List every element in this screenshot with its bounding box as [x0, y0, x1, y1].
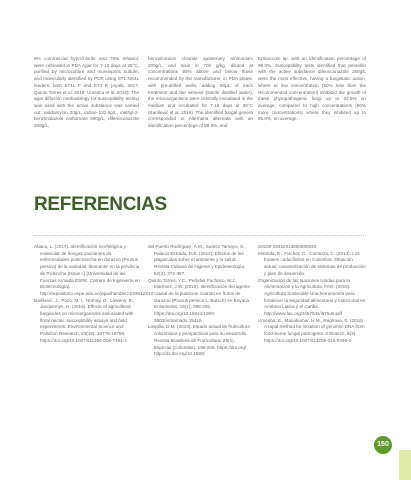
decorative-side-bar: [399, 450, 411, 480]
references-column-2: [148, 244, 252, 358]
reference-entry-continuation: S0100-29452013000500023: [258, 244, 317, 249]
reference-entry: Abaca, L. (2017). Identificación morfológica y molecular de hongos causantes de enfermedades postcosecha en durazno (Prunus persica) de la variedad 'diamante' en la provincia de Pichincha (Issue c) [Universidad de las Fuerzas Armada ESPE. Carrera de Ingeniería en Biotecnología]. http://repositorio.espe.edu.ec/jspui/handle/21000/12910: [34, 244, 154, 296]
body-paragraph: benzalconium chloride quaternary ammonium 200g/L, and nisin in 700 g/kg, diluted at concentrations 50% above and below those recommended by the manufacturer, in PDA plates, with pre-drilled wells, adding 80µL of each treatment and the witness (sterile distilled water), the microorganisms were centrally inoculated in the medium and incubated for 7-15 days at 20°C (Barišević et al. 2016). The identified fungal genera corresponded to Alternaria alternata with an identification percentage of 99.5%, and: [148, 56, 253, 129]
reference-entry: Barišević, J., Pozo, M. I., Hornay, O., Lievens, B., Jacquemyn, H. (2016). Effects of agricultural fungicides on microorganisms associated with floral nectar: susceptibility assays and field experiments. Environmental Science and Pollution Research, 23(19), 19776-19786. https://doi.org/10.1007/s11356-016-7181-4: [34, 297, 135, 343]
reference-entry: Organización de las Naciones Unidas para la Alimentación y la Agricultura, FAO. (2016). Agricultura Sostenible Una herramienta para fortalecer la seguridad alimentaria y nutricional en América Latina y el Caribe. http://www.fao.org/3/i5754s/i5754s.pdf: [258, 277, 366, 317]
reference-entry: Umesha, S., Manukumar, H.M., Raghava, S. (2016). A rapid method for isolation of genomic DNA from food-borne fungal pathogens. 3 Biotech, 6(2). https://doi.org/10.1007/s13205-016-0436-4: [258, 317, 365, 343]
body-paragraph: Epicoccum sp. with an identification percentage of 99.0%. Susceptibility tests identified that penicillin with the active substance difenoconazole 250g/L were the most effective, having a fungistatic action, where at low concentration (50% less than the recommended concentration) inhibited the growth of these phytopathogenic fungi up to 62.5% on average, compared to high concentrations (50% more concentrations) where they inhibited up to 65.0%, on average.: [258, 56, 366, 122]
reference-entry: Quinto Torres, Y.C., Peñafiel Pacheco, M.J., Martínez, J.W. (2019). Identificación del agente causal de la pudrición cuando en frutos de durazno (Prunus persica L. Batsch) en Boyacá. Ensamento, 15(1), 298-305. https://doi.org/10.18041/1900-3803/entramado.15418: [148, 277, 251, 323]
body-text-column-2: [148, 56, 253, 130]
references-heading: REFERENCIAS: [34, 194, 167, 215]
references-column-3: [258, 244, 366, 345]
body-text-column-1: [34, 56, 139, 130]
heading-divider: [34, 235, 366, 236]
page-number-badge: 150: [374, 436, 392, 454]
reference-entry: del Puerto Rodríguez, A.M., Suárez Tamayo, S., Palacio Estrada, D.E. (2014). Efectos de los plaguicidas sobre el ambiente y la salud. Revista Cubana de Higiene y Epidemiología, 52(3), 372-387.: [148, 244, 246, 276]
reference-entry: Miranda, D., Fischer, G., Carranza, C. (2013). Los frutales caducifolios en Colombia: Situación actual, caracterización de sistemas de producción y plan de desarrollo.: [258, 250, 366, 276]
body-paragraph: 5% commercial hypochlorite and 70% ethanol, were cultivated in PDA Agar for 7-10 days at 28°C, purified by microculture and monosporic culture, and molecularly identified by PCR using ST1 NS4L leaders, both ST1L F and ST4 R (Ayala, 2017; Quinto Torres et al. 2019; Umesha et al. 2016). The agar diffusion methodology for susceptibility testing was used with the active substance was carried out: validamycin 30g/L, iodine 132.6g/L, methyl-2-benzimidazole carbamate 500g/L, difenoconazole 250g/L,: [34, 56, 139, 129]
reference-entry: Laspilla, D.M. (2013). Estado actual de fruticultura colombiana y perspectivas para su desarrollo. Revista Brasileira de Fruticultura, 25(1). Especial (Colombia), 199-205. https://doi.org/ http://dx.doi.org/10.1590/: [148, 324, 250, 357]
references-column-1: [34, 244, 154, 345]
body-text-column-3: [258, 56, 366, 123]
